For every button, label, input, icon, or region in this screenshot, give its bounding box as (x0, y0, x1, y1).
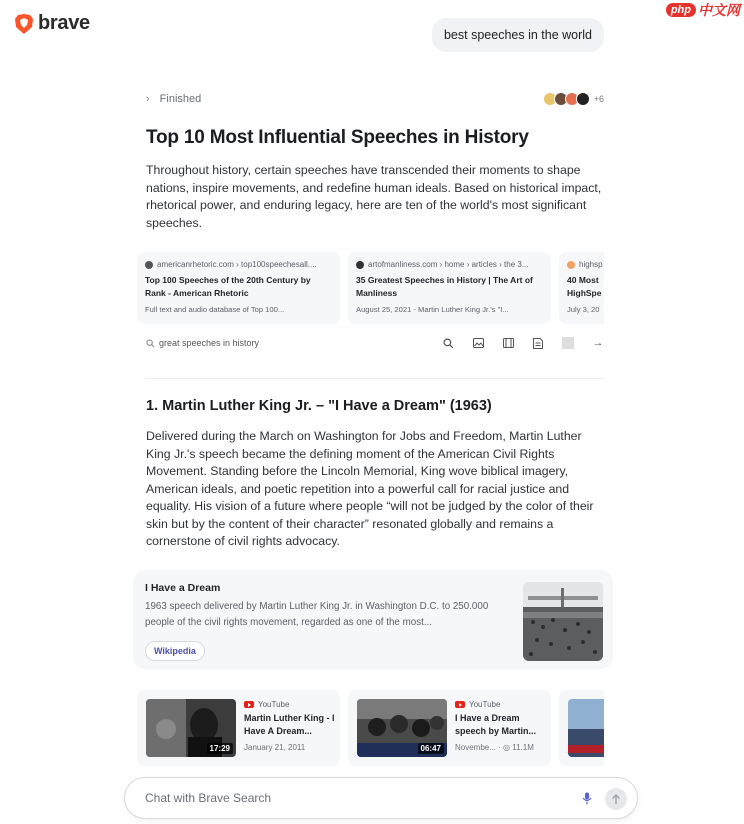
video-source: YouTube (258, 700, 290, 709)
watermark-cn: 中文网 (698, 3, 740, 19)
microphone-icon[interactable] (579, 790, 595, 806)
video-duration: 17:29 (207, 743, 233, 754)
video-thumbnail (357, 699, 447, 757)
answer-intro: Throughout history, certain speeches have transcended their moments to shape nations, inspire movements, and redefine human ideals. Based on historical impact, rhetorical power, and enduring legacy, here are ten of the world's most significant speeches. (146, 163, 602, 230)
video-title: I Have a Dream speech by Martin... (455, 713, 537, 736)
source-title: Top 100 Speeches of the 20th Century by Rank - American Rhetoric (145, 275, 311, 298)
divider (562, 337, 574, 349)
search-icon[interactable] (442, 337, 454, 349)
search-suggestion-text: great speeches in history (159, 338, 260, 348)
video-title: Martin Luther King - I Have A Dream... (244, 713, 335, 736)
watermark (666, 0, 740, 20)
source-desc: August 25, 2021 - Martin Luther King Jr.'s "I... (356, 305, 509, 314)
status-row (146, 88, 604, 110)
search-suggestion-link[interactable] (146, 338, 259, 348)
section-body: Delivered during the March on Washington for Jobs and Freedom, Martin Luther King Jr.'s speech became the defining moment of the American Civil Rights Movement. Standing before the Lincoln Memorial, King wove biblical imagery, American ideals, and poetic repetition into a powerful call for racial justice and equality. His vision of a future where people “will not be judged by the color of their skin but by the content of their character” resonated globally and remains a cornerstone of civil rights advocacy. (146, 429, 594, 548)
chat-placeholder: Chat with Brave Search (145, 791, 272, 805)
answer-title: Top 10 Most Influential Speeches in History (146, 127, 529, 148)
source-avatar-icon (576, 92, 590, 106)
source-title: 40 Most HighSpe (567, 275, 602, 298)
video-card[interactable] (137, 690, 340, 766)
favicon-icon (356, 261, 364, 269)
user-query-bubble: best speeches in the world (432, 18, 604, 52)
source-url: highsp (579, 260, 603, 269)
source-title: 35 Greatest Speeches in History | The Art of Manliness (356, 275, 533, 298)
chevron-right-icon: › (146, 93, 150, 105)
chat-input[interactable] (124, 777, 638, 819)
source-desc: July 3, 20 (567, 305, 600, 314)
section-divider (146, 378, 604, 379)
status-toggle[interactable] (146, 93, 201, 105)
wiki-image (523, 582, 603, 661)
video-source: YouTube (469, 700, 501, 709)
images-icon[interactable] (472, 337, 484, 349)
source-card[interactable] (559, 252, 604, 324)
video-thumbnail (146, 699, 236, 757)
video-card[interactable] (559, 690, 604, 766)
wiki-card[interactable] (133, 570, 613, 669)
video-date: January 21, 2011 (244, 743, 306, 752)
news-icon[interactable] (532, 337, 544, 349)
search-suggestion-row (146, 335, 604, 351)
send-button[interactable] (605, 788, 627, 810)
wikipedia-pill[interactable]: Wikipedia (145, 641, 205, 661)
search-icon (146, 339, 155, 348)
arrow-right-icon[interactable]: → (592, 337, 604, 349)
video-cards (137, 690, 604, 766)
source-desc: Full text and audio database of Top 100... (145, 305, 285, 314)
answer-container (146, 88, 604, 232)
wiki-title: I Have a Dream (145, 582, 221, 594)
source-url: artofmanliness.com › home › articles › the 3... (368, 260, 529, 269)
source-card[interactable] (348, 252, 551, 324)
more-sources-count: +6 (593, 94, 604, 104)
result-type-icons (442, 337, 604, 349)
video-card[interactable] (348, 690, 551, 766)
video-date: Novembe... · ◎ 11.1M (455, 743, 534, 752)
brave-wordmark: brave (38, 12, 90, 34)
video-duration: 06:47 (418, 743, 444, 754)
wiki-desc: 1963 speech delivered by Martin Luther King Jr. in Washington D.C. to 250.000 people of the civil rights movement, regarded as one of the most... (145, 601, 489, 628)
arrow-up-icon (611, 794, 621, 805)
section-heading: 1. Martin Luther King Jr. – "I Have a Dream" (1963) (146, 398, 492, 414)
favicon-icon (145, 261, 153, 269)
youtube-icon (244, 701, 254, 708)
brave-lion-icon (14, 13, 34, 35)
video-thumbnail (568, 699, 604, 757)
brave-logo[interactable] (14, 12, 90, 35)
video-icon[interactable] (502, 337, 514, 349)
youtube-icon (455, 701, 465, 708)
watermark-php: php (666, 3, 696, 17)
source-card[interactable] (137, 252, 340, 324)
source-avatars[interactable] (546, 92, 604, 106)
source-cards (137, 252, 604, 324)
favicon-icon (567, 261, 575, 269)
status-label: Finished (159, 93, 202, 105)
source-url: americanrhetoric.com › top100speechesall.... (157, 260, 317, 269)
